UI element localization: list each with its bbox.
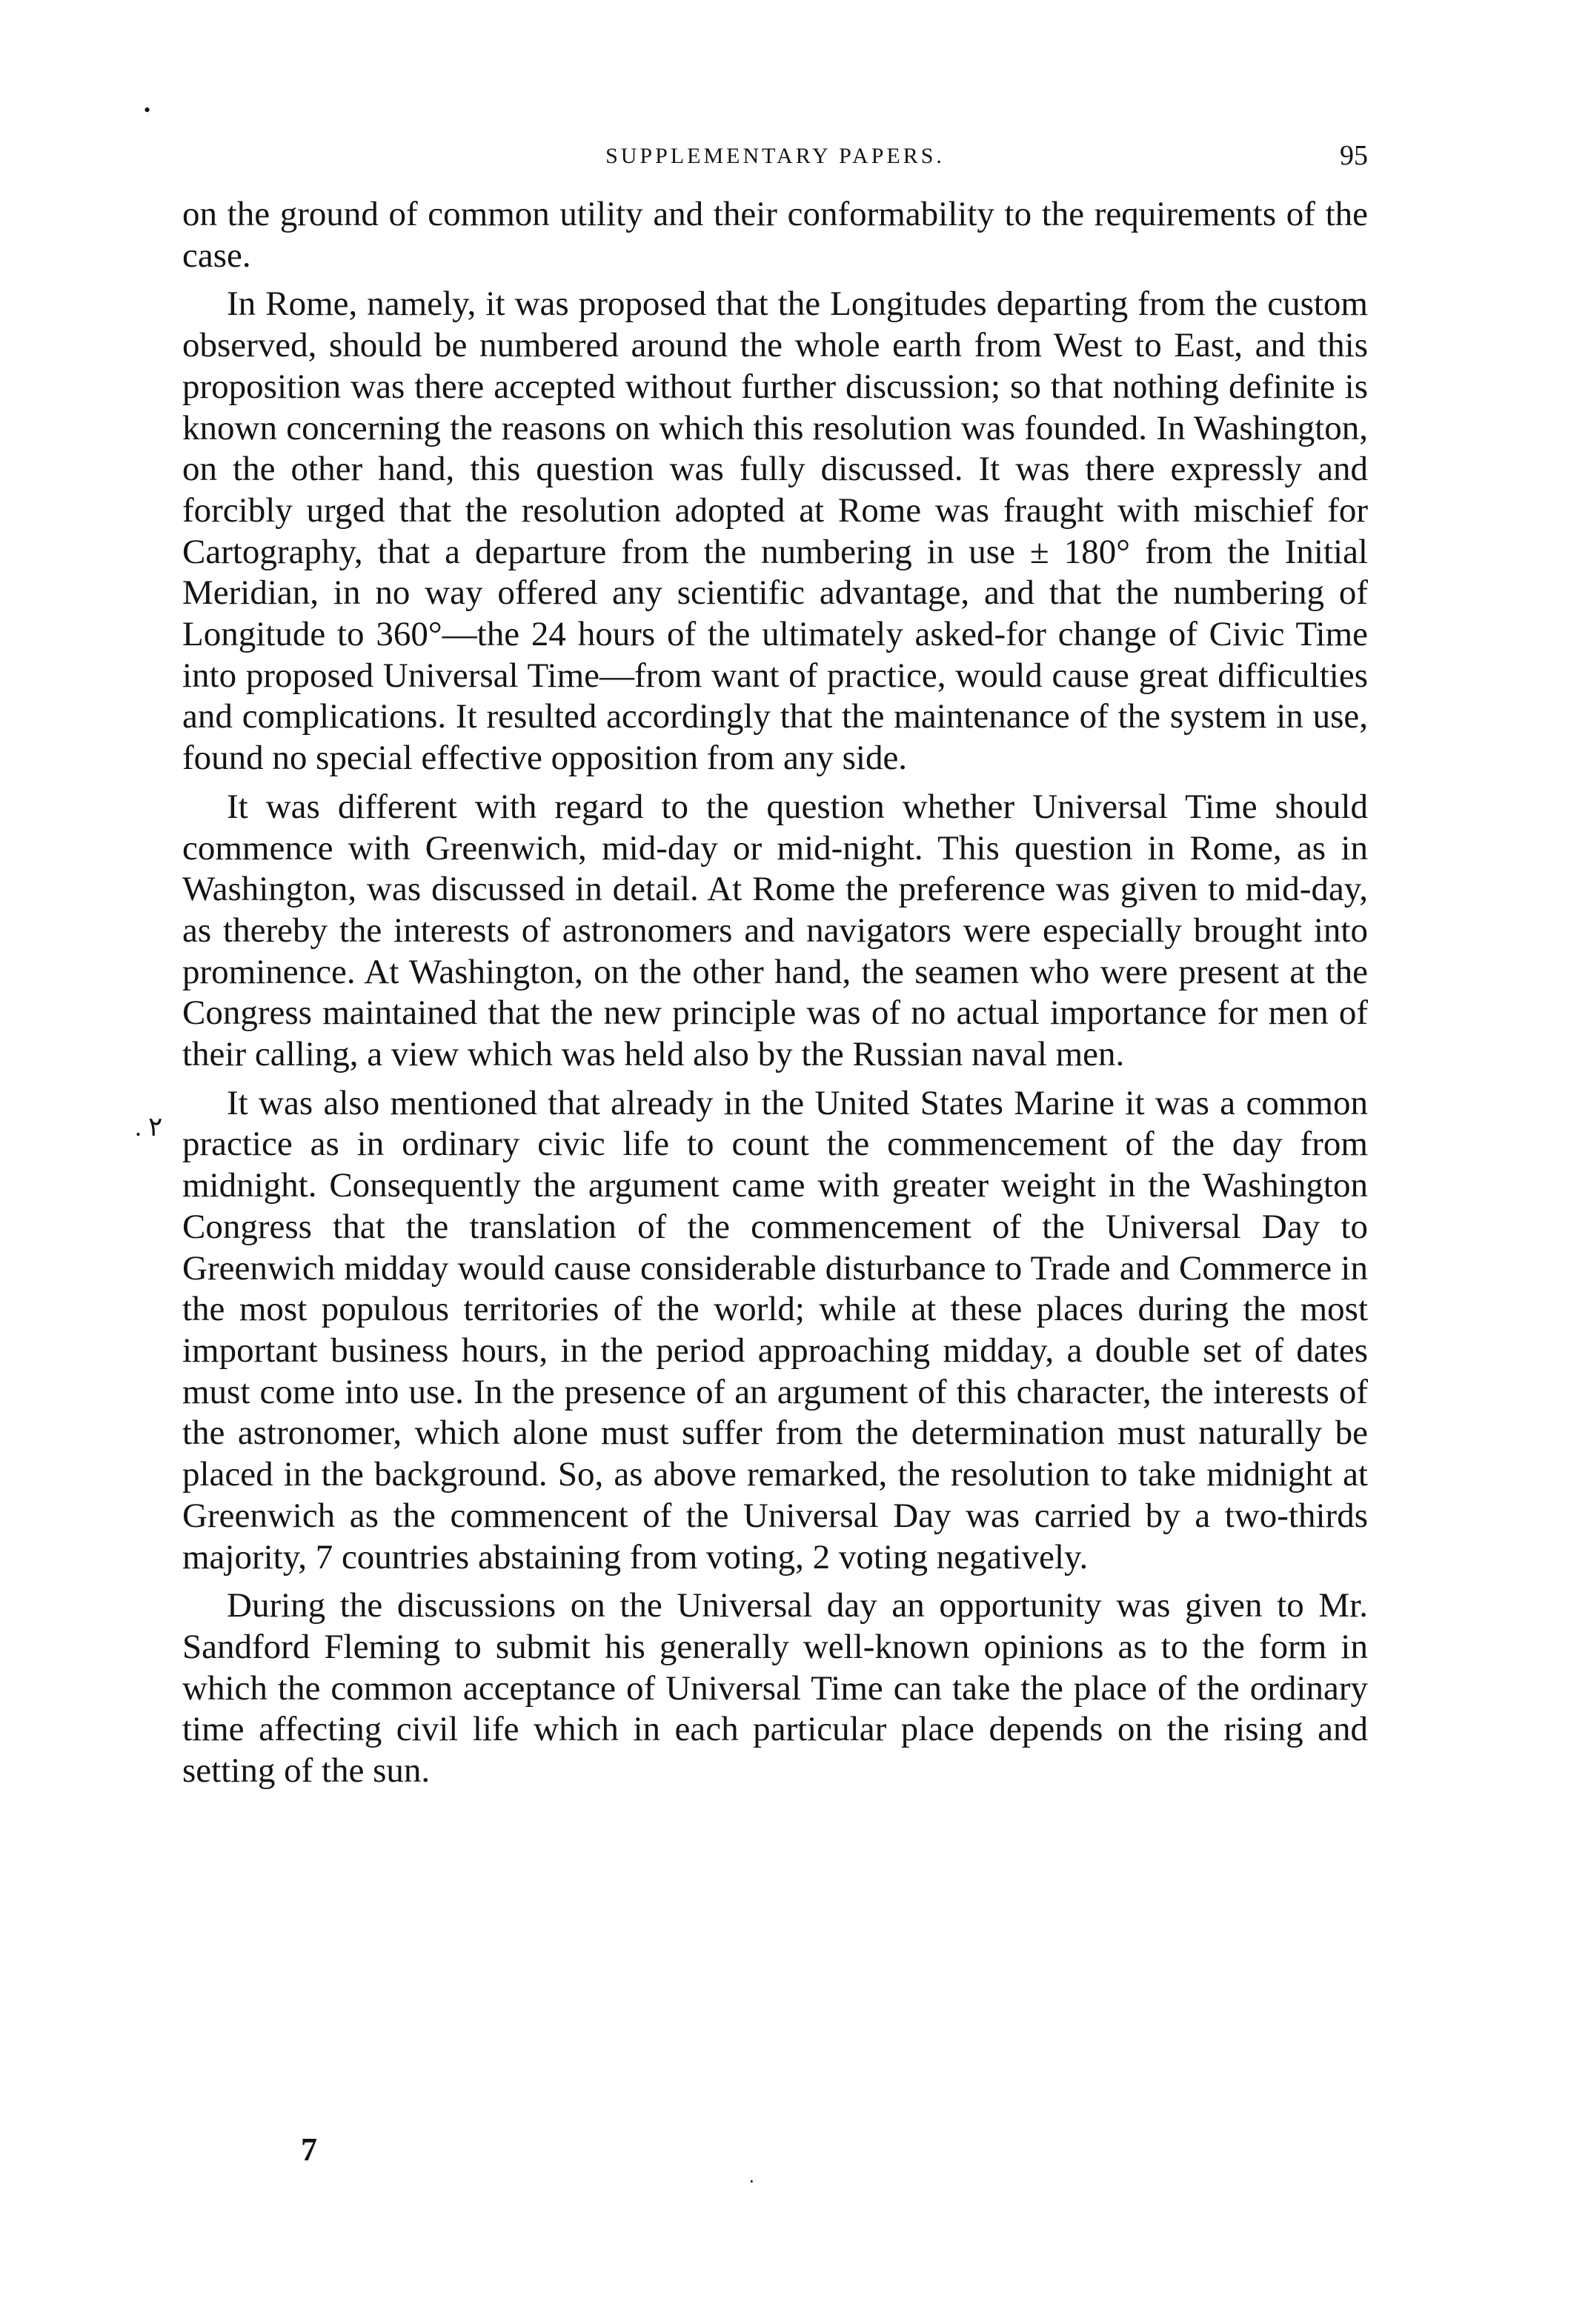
stray-ink-mark: • <box>144 99 151 121</box>
running-head-title: SUPPLEMENTARY PAPERS. <box>605 144 945 168</box>
page-number: 95 <box>1340 140 1368 171</box>
paragraph-rome-longitudes: In Rome, namely, it was proposed that the Longitudes departing from the custom observed, should be numbered around the whole earth from West to East, and this proposition was there accepted without further discussion; so that nothing definite is known concerning the reasons on which this resolution was founded. In Washington, on the other hand, this question was fully discussed. It was there expressly and forcibly urged that the resolution adopted at Rome was fraught with mischief for Cartography, that a departure from the numbering in use ± 180° from the Initial Meridian, in no way offered any scientific advantage, and that the numbering of Longitude to 360°—the 24 hours of the ultimately asked-for change of Civic Time into proposed Universal Time—from want of practice, would cause great difficulties and complications. It resulted accordingly that the maintenance of the system in use, found no special effective opposition from any side. <box>182 284 1368 778</box>
paragraph-sandford-fleming: During the discussions on the Universal day an opportunity was given to Mr. Sandford Fleming to submit his generally well-known opinions as to the form in which the common acceptance of Universal Time can take the place of the ordinary time affecting civil life which in each particular place depends on the rising and setting of the sun. <box>182 1586 1368 1791</box>
signature-mark: 7 <box>301 2131 317 2168</box>
stray-dot-mark: · <box>748 2171 755 2192</box>
body-text <box>182 194 1368 1799</box>
margin-ink-mark: . ۲ <box>135 1112 163 1142</box>
running-head <box>182 139 1368 184</box>
paragraph-universal-time-start: It was different with regard to the question whether Universal Time should commence with Greenwich, mid-day or mid-night. This question in Rome, as in Washington, was discussed in detail. At Rome the preference was given to mid-day, as thereby the interests of astronomers and navigators were especially brought into prominence. At Washington, on the other hand, the seamen who were present at the Congress maintained that the new principle was of no actual importance for men of their calling, a view which was held also by the Russian naval men. <box>182 787 1368 1074</box>
paragraph-midnight-argument: It was also mentioned that already in the United States Marine it was a common practice as in ordinary civic life to count the commencement of the day from midnight. Consequently the argument came with greater weight in the Washington Congress that the translation of the commencement of the Universal Day to Greenwich midday would cause considerable disturbance to Trade and Commerce in the most populous territories of the world; while at these places during the most important business hours, in the period approaching midday, a double set of dates must come into use. In the presence of an argument of this character, the interests of the astronomer, which alone must suffer from the determination must naturally be placed in the background. So, as above remarked, the resolution to take midnight at Greenwich as the commencent of the Universal Day was carried by a two-thirds majority, 7 countries abstaining from voting, 2 voting negatively. <box>182 1083 1368 1576</box>
paragraph-continued: on the ground of common utility and their conformability to the requirements of the case. <box>182 195 1368 275</box>
